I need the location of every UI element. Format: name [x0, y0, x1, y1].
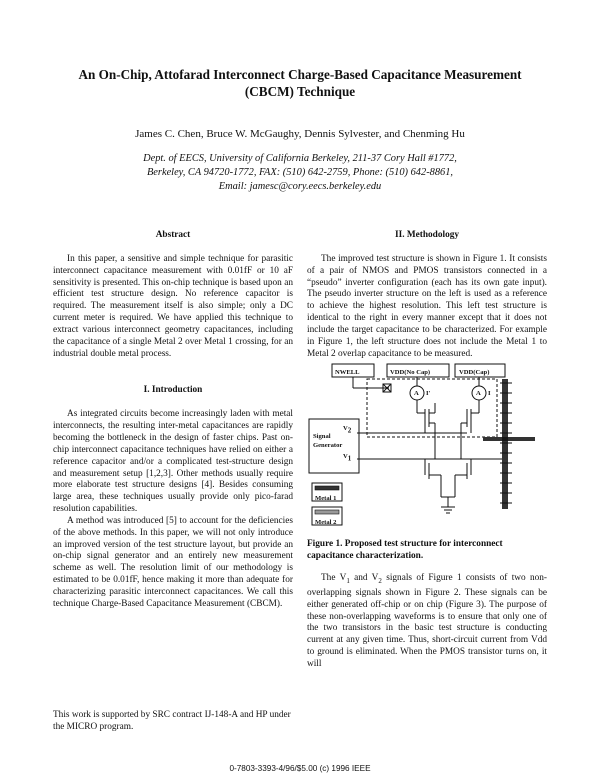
v1-label: $V_1$: [343, 453, 352, 463]
left-column: [53, 230, 293, 611]
abstract-text: In this paper, a sensitive and simple technique for parasitic interconnect capacitance measurement with 0.01fF or 10 aF sensitivity is presented. This on-chip technique is based upon an efficient test structure design. No reference capacitor is required. The measurement itself is also simple; only a DC current meter is required. We have applied this technique to extract various interconnect geometry capacitances, including the capacitance of a single Metal 2 over Metal 1 crossing, for an industrial double metal process.: [53, 253, 293, 359]
author-list: James C. Chen, Bruce W. McGaughy, Dennis Sylvester, and Chenming Hu: [135, 128, 465, 140]
figure-1-schematic: [307, 363, 547, 533]
figure-1-caption: Figure 1. Proposed test structure for interconnect capacitance characterization.: [307, 539, 503, 562]
metal2-label: Metal 2: [315, 519, 337, 527]
abstract-heading: Abstract: [155, 230, 191, 240]
current-i-prime-label: I': [426, 390, 431, 398]
affiliation-line: Dept. of EECS, University of California Berkeley, 211-37 Cory Hall #1772,: [143, 153, 457, 164]
introduction-heading: I. Introduction: [143, 385, 203, 396]
v2-label: $V_2$: [343, 425, 352, 435]
current-i-label: I: [488, 390, 491, 398]
affiliation-line: Email: jamesc@cory.eecs.berkeley.edu: [218, 181, 382, 192]
methodology-paragraph: The improved test structure is shown in Figure 1. It consists of a pair of NMOS and PMOS transistors connected in a “pseudo” inverter configuration (each has its own gate input). The pseudo inverter structure on the left is used as a reference to achieve the highest resolution. This left test structure is identical to the right in every manner except that it does not include the target capacitance to be characterized. For example in Figure 1, the left structure does not include the Metal 1 to Metal 2 overlap capacitance to be measured.: [307, 253, 547, 359]
signal-generator-label-line1: Signal: [313, 433, 331, 441]
vdd-cap-label: VDD(Cap): [459, 369, 490, 377]
ammeter-right-label: A: [476, 390, 481, 398]
vdd-nocap-label: VDD(No Cap): [390, 369, 431, 377]
intro-paragraph: As integrated circuits become increasingly laden with metal interconnects, the resulting inter-metal capacitances are rapidly becoming the bottleneck in the design of faster chips. Past on-chip interconnect capacitance techniques have relied on either a reference capacitor and/or a complicated test-structure design and measurement setup [1,2,3]. Other methods usually require more elaborate test structure designs [4]. Besides consuming large area, these techniques usually provide only pico-farad resolution capabilities.: [53, 409, 293, 515]
paper-title: An On-Chip, Attofarad Interconnect Charge-Based Capacitance Measurement (CBCM) Technique: [78, 67, 522, 99]
affiliation-line: Berkeley, CA 94720-1772, FAX: (510) 642-2759, Phone: (510) 642-8861,: [146, 167, 454, 178]
nwell-label: NWELL: [335, 369, 360, 377]
right-column: [307, 230, 547, 671]
copyright-footer: 0-7803-3393-4/96/$5.00 (c) 1996 IEEE: [229, 764, 371, 773]
methodology-heading: II. Methodology: [394, 230, 460, 240]
signal-generator-label-line2: Generator: [313, 442, 343, 450]
funding-text: This work is supported by SRC contract IJ-148-A and HP under the MICRO program.: [53, 710, 291, 732]
funding-note: [53, 710, 293, 734]
ammeter-left-label: A: [414, 390, 419, 398]
intro-paragraph: A method was introduced [5] to account for the deficiencies of the above methods. In this paper, we will not only introduce an improved version of the test structure layout, but provide an on-chip signal generator and an entirely new measurement scheme as well. The resolution limit of our methodology is estimated to be 0.01fF, hence making it more than adequate for characterizing parasitic interconnect capacitances. We call this technique Charge-Based Capacitance Measurement (CBCM).: [53, 515, 293, 609]
metal1-label: Metal 1: [315, 495, 337, 503]
affiliation: [80, 152, 520, 194]
methodology-paragraph-2: The $V_1$ and $V_2$ signals of Figure 1 consists of two non-overlapping signals shown in Figure 2. These signals can be either generated off-chip or on chip (Figure 3). The purpose of these non-overlapping waveforms is to ensure that only one of the two transistors in the basic test structure is conducting current at any given time. Thus, short-circuit current from Vdd to ground is eliminated. When the PMOS transistor turns on, it will: [307, 573, 547, 669]
